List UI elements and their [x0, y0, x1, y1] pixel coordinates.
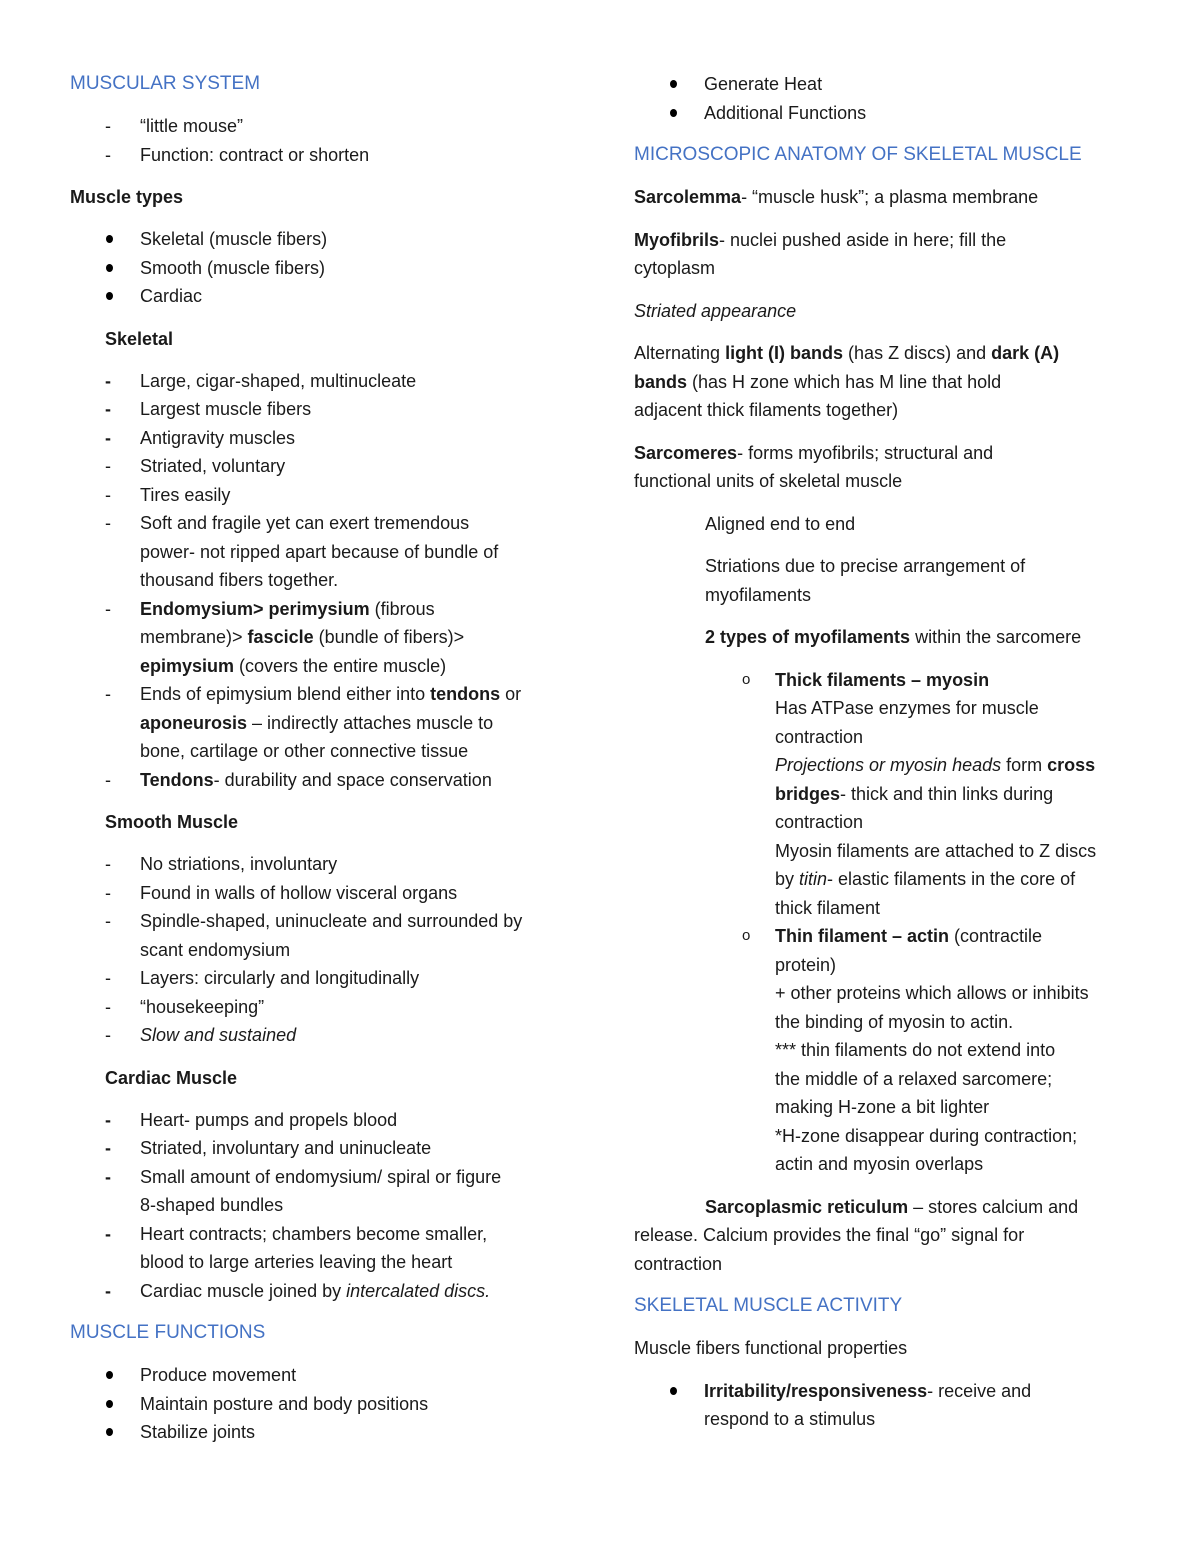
list-item: Cardiac [70, 282, 570, 311]
bands-paragraph: Alternating light (I) bands (has Z discs) and dark (A) bands (has H zone which has M line that hold adjacent thick filaments together) [634, 343, 1060, 420]
list-item: - Soft and fragile yet can exert tremendous power- not ripped apart because of bundle of thousand fibers together. [105, 513, 499, 590]
skeletal-list [70, 367, 570, 795]
list-item: - Tendons- durability and space conservation [105, 769, 492, 790]
muscle-types-heading: Muscle types [70, 187, 184, 207]
list-item-thick-filaments: o Thick filaments – myosin Has ATPase enzymes for muscle contraction Projections or myosin heads form cross bridges- thick and thin links during contraction Myosin filaments are attached to Z discs by titin- elastic filaments in the core of thick filament [634, 666, 1134, 923]
bullet-icon [106, 264, 113, 272]
list-item: Smooth (muscle fibers) [70, 254, 570, 283]
sarcomeres-paragraph: Sarcomeres- forms myofibrils; structural and functional units of skeletal muscle [634, 442, 994, 491]
bullet-icon [106, 235, 113, 243]
list-item: - “housekeeping” [105, 996, 265, 1017]
bullet-icon [106, 1428, 113, 1436]
properties-list [634, 1377, 1134, 1434]
skeletal-heading: Skeletal [105, 328, 174, 349]
list-item: - Striated, voluntary [105, 456, 286, 476]
list-item: Produce movement [70, 1361, 570, 1390]
smooth-muscle-heading: Smooth Muscle [105, 812, 239, 832]
list-item: - Slow and sustained [105, 1025, 297, 1045]
list-item: Skeletal (muscle fibers) [70, 225, 570, 254]
bullet-icon [106, 1371, 113, 1379]
section-heading-microscopic-anatomy: MICROSCOPIC ANATOMY OF SKELETAL MUSCLE [634, 144, 1082, 165]
bullet-icon [106, 1400, 113, 1408]
list-item: Stabilize joints [70, 1418, 570, 1447]
bullet-icon [106, 292, 113, 300]
striations-paragraph: Striations due to precise arrangement of myofilaments [705, 556, 1026, 605]
striated-appearance: Striated appearance [634, 300, 797, 321]
right-column [634, 70, 1134, 1448]
list-item: - Found in walls of hollow visceral organs [105, 882, 458, 903]
list-item: - No striations, involuntary [105, 854, 338, 874]
list-item: - Cardiac muscle joined by intercalated discs. [105, 1280, 491, 1301]
myofilament-types-paragraph: 2 types of myofilaments within the sarcomere [705, 627, 1082, 647]
list-item: - Antigravity muscles [105, 427, 296, 448]
aligned-paragraph: Aligned end to end [705, 513, 856, 534]
list-item: - Ends of epimysium blend either into tendons or aponeurosis – indirectly attaches muscle to bone, cartilage or other connective tissue [105, 684, 522, 761]
list-item: Maintain posture and body positions [70, 1390, 570, 1419]
muscle-functions-continued-list [634, 70, 1134, 127]
bullet-icon [670, 1387, 677, 1395]
list-item: - Striated, involuntary and uninucleate [105, 1138, 432, 1158]
circle-bullet-icon: o [742, 927, 751, 944]
list-item: - Spindle-shaped, uninucleate and surrounded by scant endomysium [105, 911, 523, 960]
bullet-icon [670, 80, 677, 88]
list-item: - Tires easily [105, 484, 231, 505]
list-item: - Layers: circularly and longitudinally [105, 968, 420, 988]
smooth-muscle-list [70, 850, 570, 1050]
muscle-types-list [70, 225, 570, 311]
list-item: - Large, cigar-shaped, multinucleate [105, 370, 417, 391]
intro-list [70, 112, 570, 169]
list-item: Generate Heat [634, 70, 1134, 99]
section-heading-muscular-system: MUSCULAR SYSTEM [70, 73, 261, 94]
list-item: - Function: contract or shorten [105, 144, 370, 165]
circle-bullet-icon: o [742, 670, 751, 688]
list-item: - Largest muscle fibers [105, 399, 312, 419]
list-item-thin-filament: o Thin filament – actin (contractile protein) + other proteins which allows or inhibits the binding of myosin to actin. *** thin filaments do not extend into the middle of a relaxed sarcomere; making H-zone a bit lighter *H-zone disappear during contraction; actin and myosin overlaps [634, 922, 1134, 1179]
list-item: - Small amount of endomysium/ spiral or figure 8-shaped bundles [105, 1166, 502, 1215]
cardiac-muscle-heading: Cardiac Muscle [105, 1067, 238, 1088]
sarcoplasmic-reticulum-paragraph: Sarcoplasmic reticulum – stores calcium and release. Calcium provides the final “go” signal for contraction [634, 1196, 1079, 1274]
list-item: Additional Functions [634, 99, 1134, 128]
bullet-icon [670, 109, 677, 117]
list-item: - Endomysium> perimysium (fibrous membrane)> fascicle (bundle of fibers)> epimysium (covers the entire muscle) [105, 598, 465, 676]
fibers-properties-paragraph: Muscle fibers functional properties [634, 1338, 908, 1358]
list-item: - “little mouse” [105, 116, 244, 136]
sarcolemma-paragraph: Sarcolemma- “muscle husk”; a plasma membrane [634, 187, 1039, 207]
left-column [70, 70, 570, 1461]
list-item: - Heart contracts; chambers become smaller, blood to large arteries leaving the heart [105, 1223, 488, 1272]
cardiac-muscle-list [70, 1106, 570, 1306]
list-item: - Heart- pumps and propels blood [105, 1109, 398, 1130]
section-heading-skeletal-muscle-activity: SKELETAL MUSCLE ACTIVITY [634, 1295, 903, 1316]
list-item: Irritability/responsiveness- receive and respond to a stimulus [634, 1377, 1134, 1434]
myofibrils-paragraph: Myofibrils- nuclei pushed aside in here; fill the cytoplasm [634, 229, 1007, 278]
myofilament-list [634, 666, 1134, 1179]
section-heading-muscle-functions: MUSCLE FUNCTIONS [70, 1322, 266, 1343]
muscle-functions-list [70, 1361, 570, 1447]
